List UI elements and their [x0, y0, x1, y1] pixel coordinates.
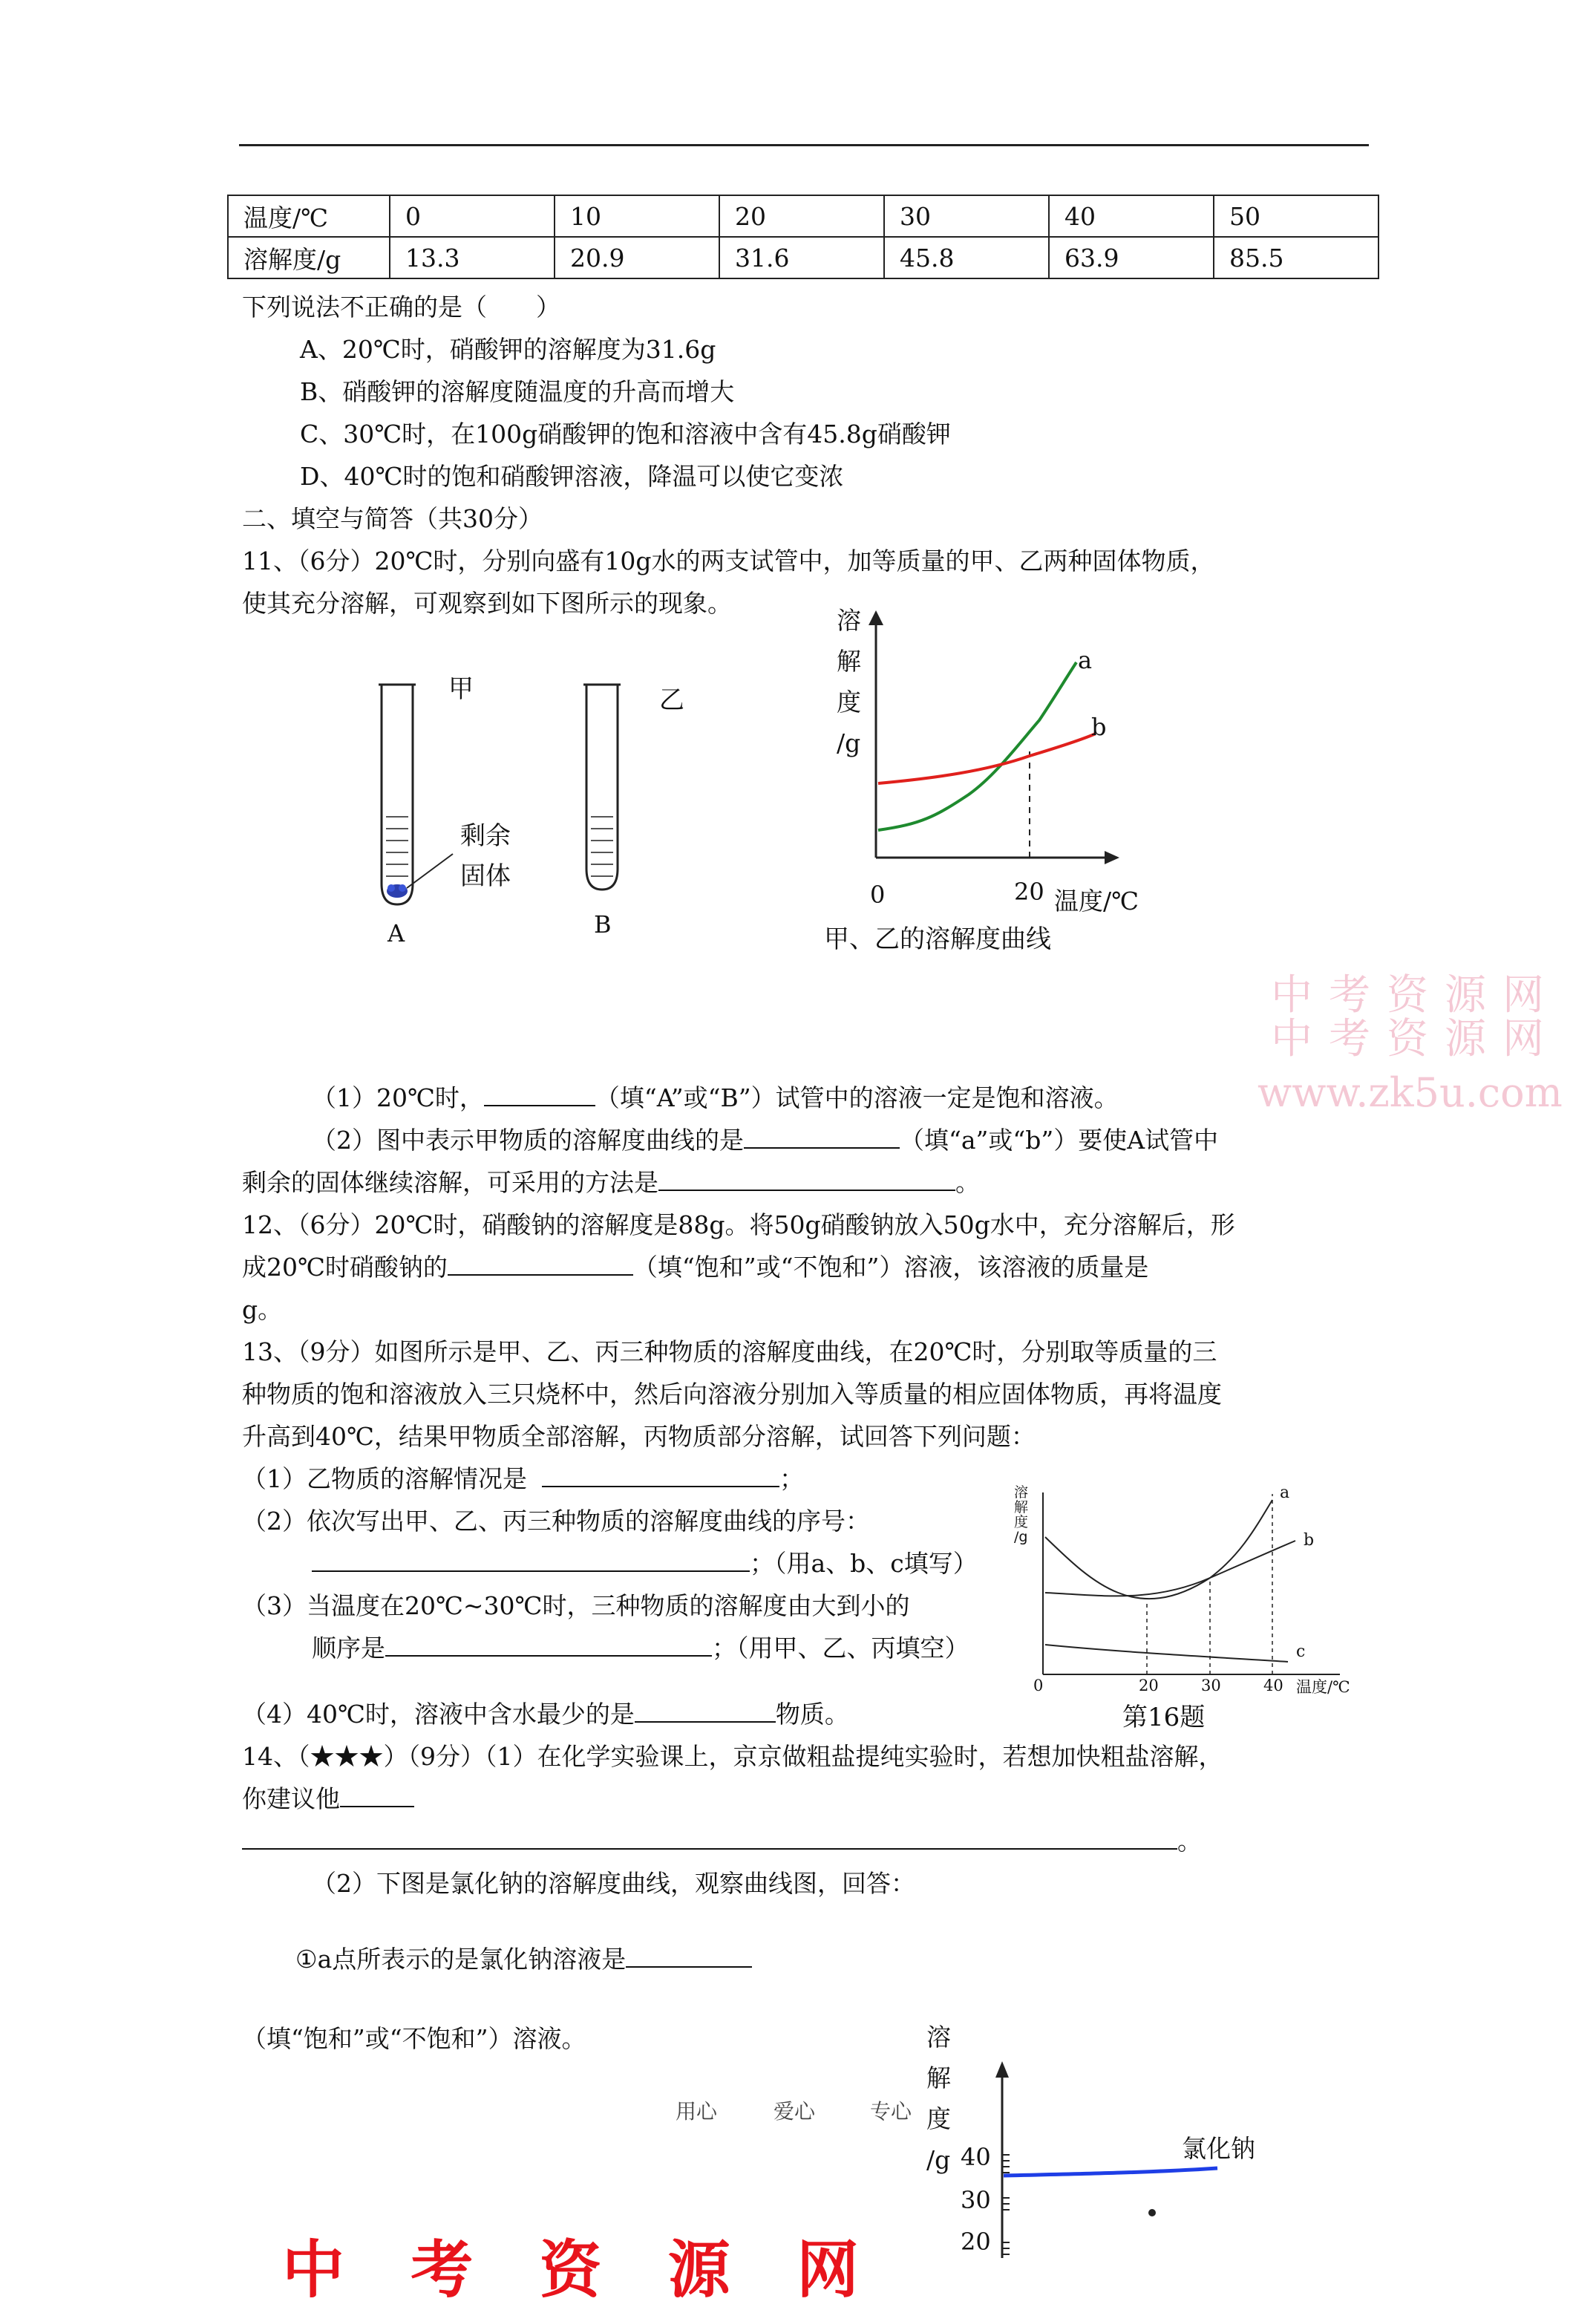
x-axis-arrow	[1105, 851, 1119, 864]
q14-text: 。	[1177, 1827, 1202, 1856]
q14-sub2-1	[295, 1940, 752, 1975]
residue-label-2: 固体	[460, 861, 511, 891]
q11-sub2-cont	[242, 1164, 980, 1198]
q10-option-a: A、20℃时，硝酸钾的溶解度为31.6g	[300, 335, 716, 364]
answer-blank[interactable]	[385, 1629, 712, 1657]
q11-sub2-text: 。	[955, 1168, 980, 1197]
chart3-tick-30: 30	[961, 2186, 991, 2214]
table-cell: 85.5	[1214, 237, 1378, 278]
tube-b	[583, 685, 621, 890]
chart3-ylabel	[926, 2017, 951, 2174]
q12-line1: 12、（6分）20℃时，硝酸钠的溶解度是88g。将50g硝酸钠放入50g水中，充分溶解后，形	[242, 1210, 1235, 1239]
q14-text: 你建议他	[242, 1784, 340, 1813]
q13-text: ；（用a、b、c填写）	[750, 1549, 978, 1578]
curve-a	[1045, 1500, 1272, 1599]
q10-option-c: C、30℃时，在100g硝酸钾的饱和溶液中含有45.8g硝酸钾	[300, 420, 951, 448]
answer-blank[interactable]	[484, 1079, 595, 1106]
watermark-bottom: 中 考 资 源 网	[282, 2233, 881, 2306]
table-cell: 20.9	[555, 237, 719, 278]
q13-line3: 升高到40℃，结果甲物质全部溶解，丙物质部分溶解，试回答下列问题：	[242, 1422, 1036, 1451]
table-cell: 63.9	[1049, 237, 1214, 278]
answer-blank[interactable]	[242, 1822, 1177, 1850]
q13-sub2: （2）依次写出甲、乙、丙三种物质的溶解度曲线的序号：	[242, 1507, 870, 1536]
table-cell: 20	[719, 195, 884, 237]
chart2-curve-c-label: c	[1296, 1642, 1306, 1661]
q11-sub2	[312, 1121, 1218, 1156]
q14-line1: 14、（★★★）（9分）（1）在化学实验课上，京京做粗盐提纯实验时，若想加快粗盐溶解，	[242, 1742, 1223, 1771]
y-axis-arrow	[995, 2061, 1009, 2078]
table-row	[228, 237, 1378, 278]
answer-blank[interactable]	[312, 1544, 750, 1572]
chart3-curve-label: 氯化钠	[1182, 2134, 1255, 2163]
q13-text: ；（用甲、乙、丙填空）	[712, 1634, 969, 1663]
chart2-ylabel	[1014, 1485, 1028, 1544]
chart2-xlabel: 温度/℃	[1296, 1678, 1350, 1696]
q14-line2	[242, 1780, 414, 1815]
watermark-logo: 中考资源网	[1271, 1015, 1560, 1063]
ylabel-char: 度	[1014, 1514, 1029, 1530]
q11-sub1-text: （1）20℃时，	[312, 1083, 484, 1112]
q14-text: ①a点所表示的是氯化钠溶液是	[295, 1945, 627, 1974]
ylabel-char: /g	[1014, 1529, 1028, 1545]
q13-text: （4）40℃时，溶液中含水最少的是	[242, 1700, 635, 1729]
ylabel-char: 解	[837, 647, 861, 676]
residue-label-1: 剩余	[460, 821, 511, 851]
chart1-caption: 甲、乙的溶解度曲线	[824, 924, 1051, 954]
chart1-origin: 0	[870, 881, 886, 909]
q13-line1: 13、（9分）如图所示是甲、乙、丙三种物质的溶解度曲线，在20℃时，分别取等质量的三	[242, 1337, 1217, 1366]
q11-sub1-text: （填“A”或“B”）试管中的溶液一定是饱和溶液。	[595, 1083, 1119, 1112]
motto-2: 爱心	[774, 2099, 816, 2124]
chart2-curve-a-label: a	[1280, 1484, 1290, 1502]
q11-sub2-text: （2）图中表示甲物质的溶解度曲线的是	[312, 1126, 744, 1155]
nacl-curve	[1004, 2168, 1217, 2176]
table-cell: 31.6	[719, 237, 884, 278]
q10-option-b: B、硝酸钾的溶解度随温度的升高而增大	[300, 377, 735, 406]
curve-c	[1045, 1645, 1288, 1662]
q11-sub1	[312, 1079, 1119, 1114]
q10-stem: 下列说法不正确的是（ ）	[242, 293, 560, 322]
section-heading: 二、填空与简答（共30分）	[242, 504, 543, 533]
q14-sub2: （2）下图是氯化钠的溶解度曲线，观察曲线图，回答：	[312, 1869, 915, 1898]
curve-b-label: b	[1091, 713, 1107, 741]
watermark-url: www.zk5u.com	[1257, 1069, 1563, 1116]
chart2-tick-30: 30	[1201, 1677, 1221, 1694]
q13-sub1	[242, 1460, 804, 1495]
answer-blank[interactable]	[542, 1460, 779, 1487]
answer-blank[interactable]	[448, 1248, 633, 1276]
q12-line2	[242, 1248, 1148, 1283]
chart1-ylabel	[837, 600, 861, 757]
q14-line3	[242, 1822, 1202, 1857]
answer-blank[interactable]	[658, 1164, 955, 1191]
table-cell: 50	[1214, 195, 1378, 237]
answer-blank[interactable]	[635, 1695, 776, 1723]
ylabel-char: /g	[926, 2145, 951, 2174]
q13-line2: 种物质的饱和溶液放入三只烧杯中，然后向溶液分别加入等质量的相应固体物质，再将温度	[242, 1380, 1222, 1409]
chart2-caption: 第16题	[1122, 1703, 1206, 1732]
chart2-tick-20: 20	[1139, 1677, 1159, 1694]
chart2-tick-0: 0	[1033, 1677, 1044, 1694]
answer-blank[interactable]	[626, 1940, 752, 1968]
tube-a-label: A	[387, 919, 405, 947]
tube-a-name: 甲	[448, 674, 474, 704]
ylabel-char: 溶	[1014, 1484, 1029, 1501]
ylabel-char: 解	[926, 2063, 951, 2092]
q13-text: 顺序是	[312, 1634, 385, 1663]
table-row	[228, 195, 1378, 237]
answer-blank[interactable]	[340, 1780, 414, 1807]
watermark-logo: 中考资源网	[1271, 971, 1560, 1019]
table-cell: 13.3	[390, 237, 555, 278]
q11-line1: 11、（6分）20℃时，分别向盛有10g水的两支试管中，加等质量的甲、乙两种固体物质，	[242, 546, 1215, 575]
q13-text: 物质。	[775, 1700, 849, 1729]
curve-a	[878, 662, 1076, 830]
q14-sub2-2: （填“饱和”或“不饱和”）溶液。	[242, 2024, 586, 2053]
q13-sub3-answer	[312, 1629, 969, 1664]
ylabel-char: 溶	[926, 2023, 951, 2052]
table-cell: 0	[390, 195, 555, 237]
q12-text: （填“饱和”或“不饱和”）溶液，该溶液的质量是	[632, 1253, 1149, 1282]
curve-a-label: a	[1078, 646, 1093, 674]
header-rule	[239, 144, 1369, 146]
solubility-chart-abc	[1010, 1485, 1366, 1700]
tube-b-name: 乙	[659, 685, 684, 715]
table-cell: 40	[1049, 195, 1214, 237]
q12-text: 成20℃时硝酸钠的	[242, 1253, 448, 1282]
ylabel-char: 解	[1014, 1499, 1029, 1515]
q13-sub2-answer	[312, 1544, 978, 1579]
table-cell: 溶解度/g	[228, 237, 390, 278]
table-cell: 10	[555, 195, 719, 237]
tube-a	[379, 685, 453, 904]
q13-text: ；	[779, 1464, 804, 1493]
chart3-tick-40: 40	[961, 2143, 991, 2171]
q10-option-d: D、40℃时的饱和硝酸钾溶液，降温可以使它变浓	[300, 462, 844, 491]
ylabel-char: 溶	[837, 606, 861, 635]
q13-sub4	[242, 1695, 849, 1730]
table-cell: 温度/℃	[228, 195, 390, 237]
motto-1: 用心	[676, 2099, 718, 2124]
solubility-table	[227, 195, 1379, 279]
table-cell: 45.8	[884, 237, 1049, 278]
q13-text: （1）乙物质的溶解情况是	[242, 1464, 527, 1493]
q11-line2: 使其充分溶解，可观察到如下图所示的现象。	[242, 589, 732, 618]
chart1-tick-20: 20	[1014, 878, 1044, 906]
table-cell: 30	[884, 195, 1049, 237]
q12-line3: g。	[242, 1295, 283, 1324]
chart2-curve-b-label: b	[1304, 1531, 1315, 1550]
q11-sub2-text: （填“a”或“b”）要使A试管中	[900, 1126, 1219, 1155]
curve-b	[878, 734, 1096, 783]
tube-b-label: B	[594, 910, 612, 939]
motto-3: 专心	[870, 2099, 912, 2124]
y-axis-arrow	[869, 610, 883, 625]
ylabel-char: /g	[837, 728, 861, 757]
chart3-tick-20: 20	[961, 2228, 991, 2256]
q11-sub2-text: 剩余的固体继续溶解，可采用的方法是	[242, 1168, 658, 1197]
curve-b	[1045, 1541, 1295, 1596]
chart1-xlabel: 温度/℃	[1054, 887, 1139, 916]
q13-sub3: （3）当温度在20℃~30℃时，三种物质的溶解度由大到小的	[242, 1591, 910, 1620]
ylabel-char: 度	[926, 2104, 951, 2133]
answer-blank[interactable]	[744, 1121, 900, 1149]
point-a	[1148, 2209, 1156, 2216]
chart2-tick-40: 40	[1263, 1677, 1283, 1694]
ylabel-char: 度	[837, 688, 861, 717]
